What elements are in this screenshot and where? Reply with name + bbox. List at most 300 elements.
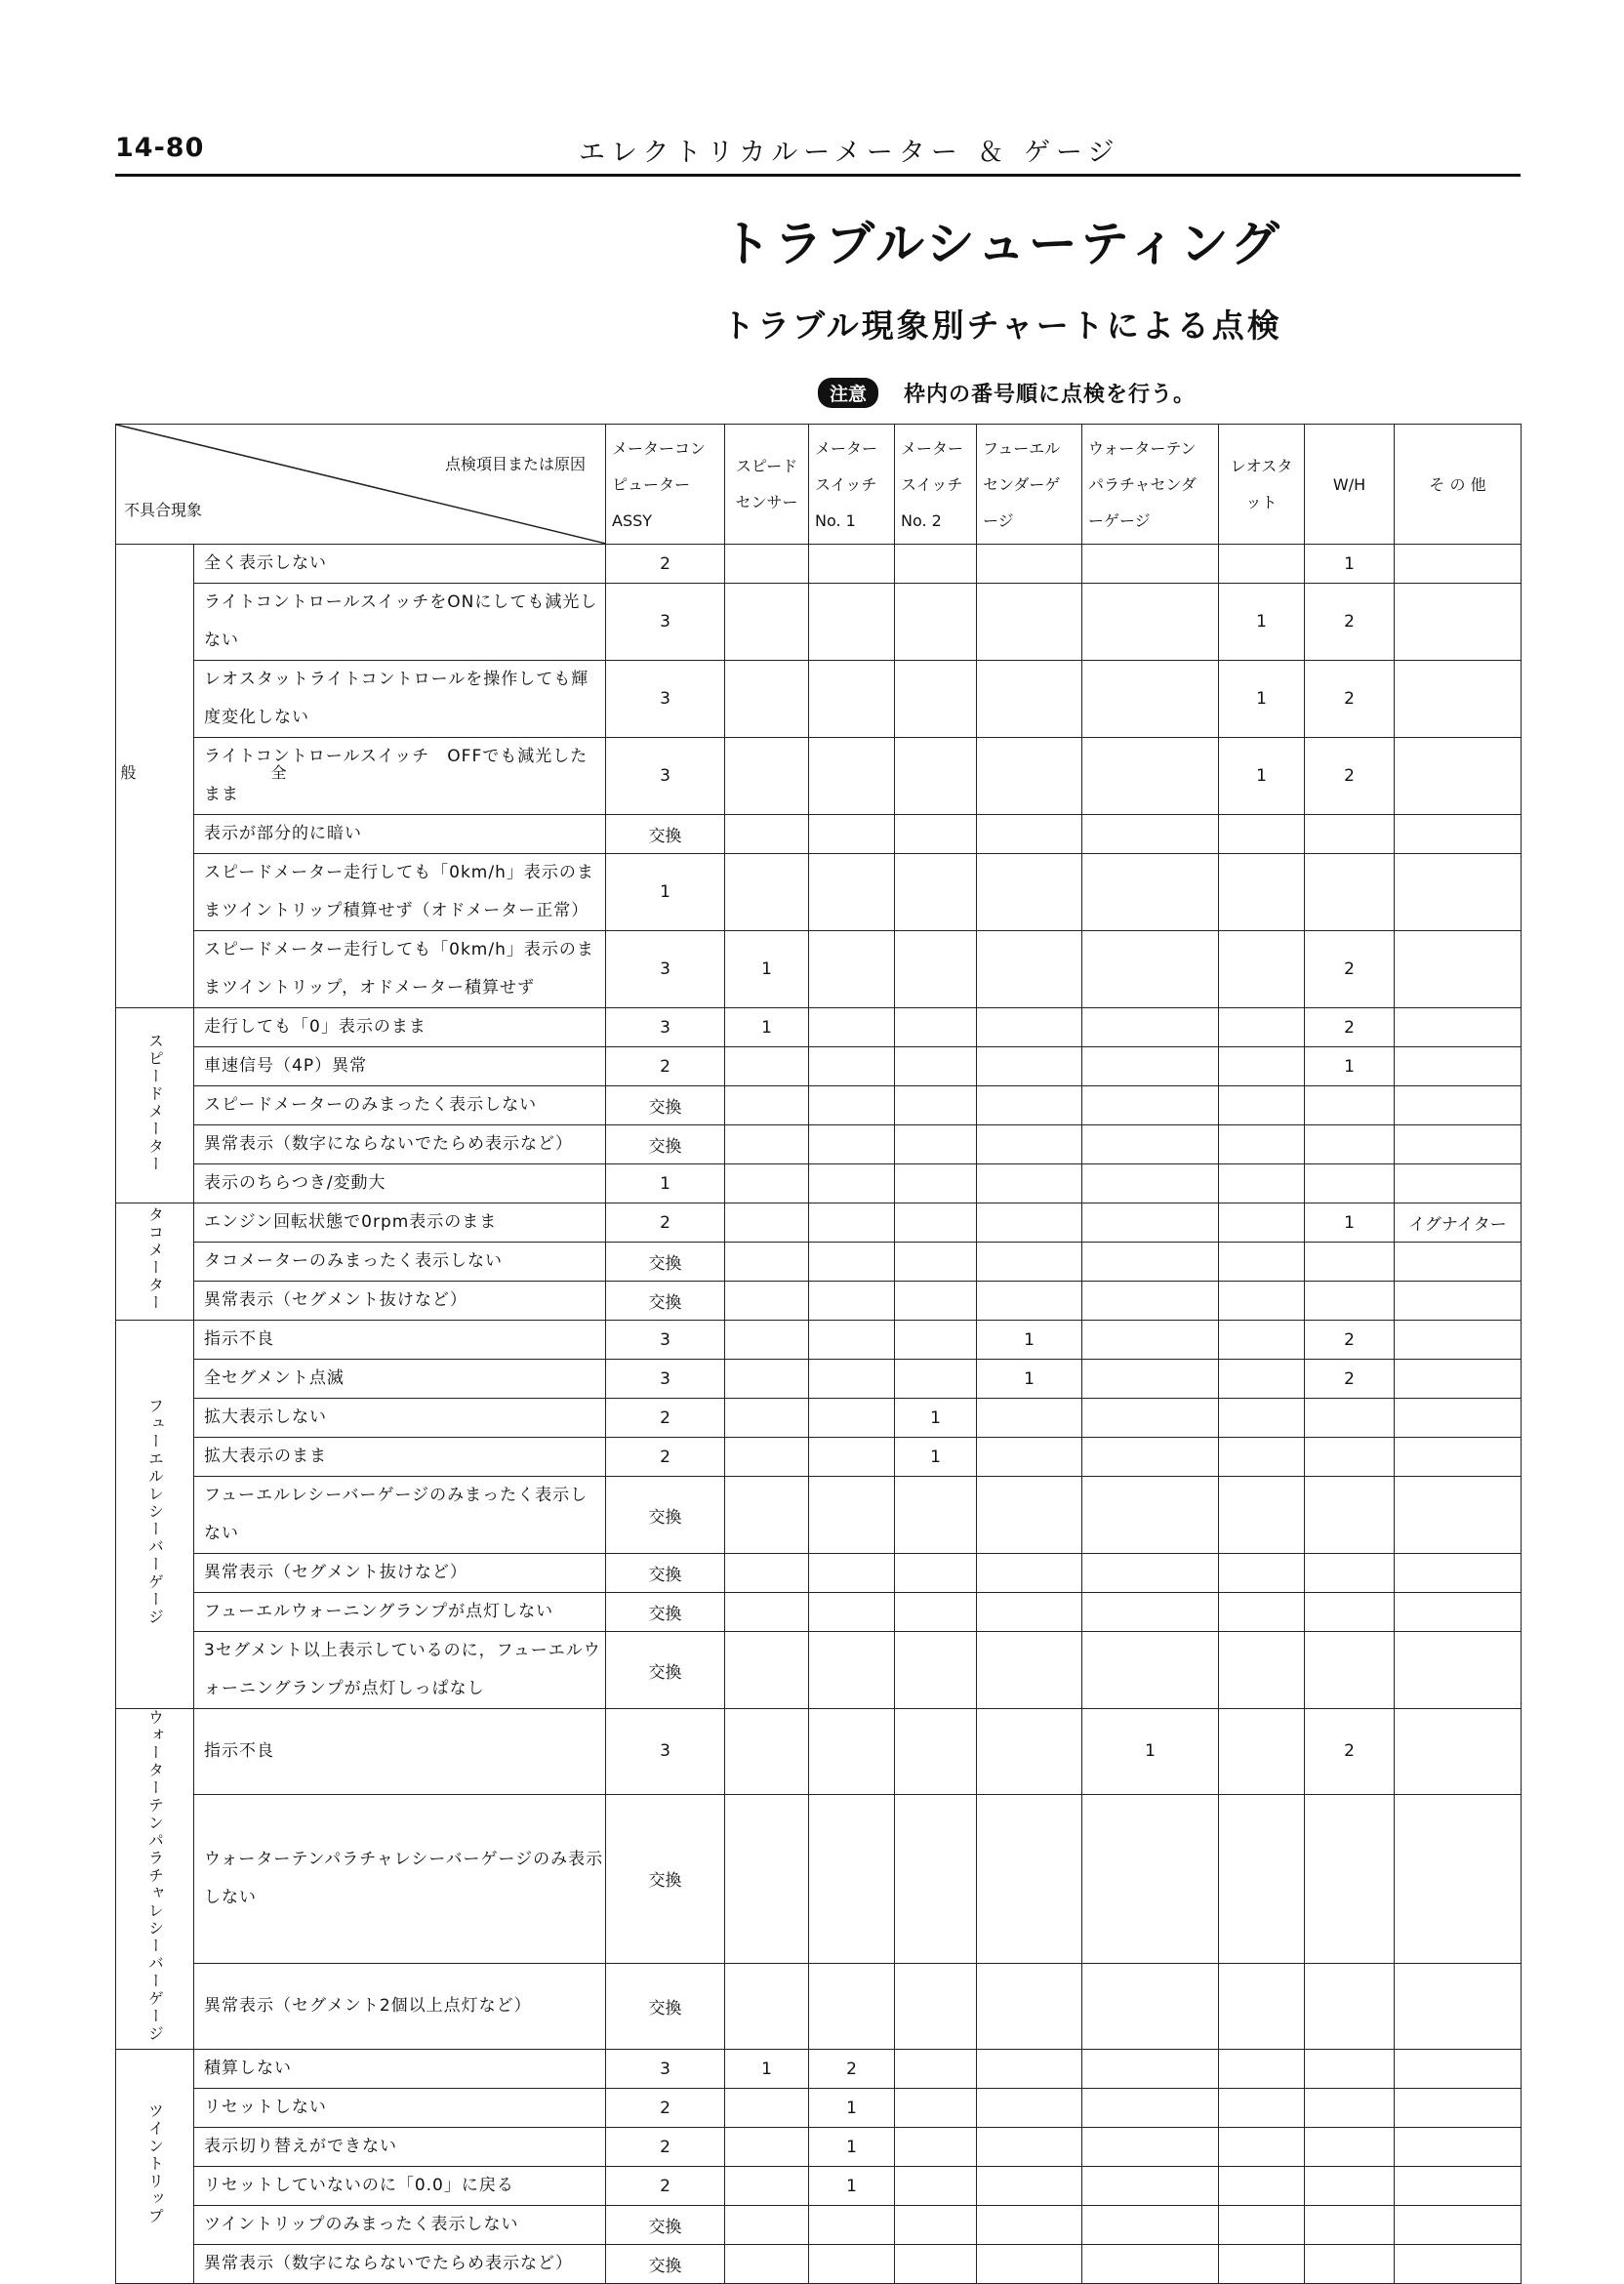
value-cell (725, 661, 809, 738)
value-cell: 1 (606, 854, 725, 931)
value-cell (725, 1125, 809, 1164)
value-cell (725, 1794, 809, 1963)
value-cell (1082, 1125, 1219, 1164)
table-row (116, 1632, 1522, 1709)
value-cell (895, 1593, 977, 1632)
value-cell (895, 1047, 977, 1086)
value-cell (1219, 545, 1305, 584)
category-cell (116, 1321, 194, 1709)
value-cell: 1 (1219, 584, 1305, 661)
value-cell (725, 2167, 809, 2206)
table-row (116, 2206, 1522, 2245)
col-header-other: そ の 他 (1395, 425, 1522, 545)
value-cell (1082, 2167, 1219, 2206)
value-cell (1082, 1964, 1219, 2050)
value-cell (1305, 1477, 1395, 1554)
value-cell (1082, 1008, 1219, 1047)
symptom-cell: 全セグメント点滅 (194, 1360, 606, 1399)
note-text: 枠内の番号順に点検を行う。 (904, 382, 1197, 407)
symptom-cell: 走行しても「0」表示のまま (194, 1008, 606, 1047)
value-cell (1082, 1399, 1219, 1438)
value-cell (895, 815, 977, 854)
value-cell (1219, 1164, 1305, 1203)
category-label: タコメーター (145, 1205, 165, 1312)
value-cell (1082, 2050, 1219, 2089)
value-cell (895, 1203, 977, 1243)
value-cell (1305, 1554, 1395, 1593)
table-row (116, 1593, 1522, 1632)
value-cell (1305, 1125, 1395, 1164)
value-cell (809, 2245, 895, 2284)
value-cell: 1 (809, 2089, 895, 2128)
value-cell (1395, 1008, 1522, 1047)
value-cell: 1 (1305, 1203, 1395, 1243)
value-cell (1395, 1164, 1522, 1203)
value-cell (1305, 1593, 1395, 1632)
value-cell (1082, 738, 1219, 815)
table-row (116, 1203, 1522, 1243)
category-label: スピードメーター (145, 1032, 165, 1173)
symptom-cell: 指示不良 (194, 1321, 606, 1360)
symptom-cell: 異常表示（セグメント2個以上点灯など） (194, 1964, 606, 2050)
value-cell (1395, 545, 1522, 584)
value-cell: 1 (725, 931, 809, 1008)
value-cell (1305, 1243, 1395, 1282)
value-cell (1082, 1554, 1219, 1593)
table-header-row (116, 425, 1522, 545)
value-cell (1082, 1593, 1219, 1632)
symptom-cell: 異常表示（数字にならないでたらめ表示など） (194, 1125, 606, 1164)
note-row (818, 376, 1196, 409)
value-cell: 交換 (606, 1282, 725, 1321)
value-cell (977, 854, 1082, 931)
value-cell: 交換 (606, 1125, 725, 1164)
value-cell (1395, 854, 1522, 931)
value-cell (1395, 1321, 1522, 1360)
value-cell (895, 1632, 977, 1709)
value-cell (725, 1321, 809, 1360)
value-cell: 2 (606, 1399, 725, 1438)
value-cell (895, 1164, 977, 1203)
value-cell (1305, 2128, 1395, 2167)
value-cell (725, 1164, 809, 1203)
value-cell (977, 1554, 1082, 1593)
value-cell (1395, 1360, 1522, 1399)
table-row (116, 1125, 1522, 1164)
value-cell: 1 (977, 1360, 1082, 1399)
symptom-cell: 異常表示（セグメント抜けなど） (194, 1554, 606, 1593)
value-cell (809, 1282, 895, 1321)
value-cell: 交換 (606, 1554, 725, 1593)
value-cell (725, 1360, 809, 1399)
value-cell: 2 (606, 2167, 725, 2206)
value-cell (1219, 1086, 1305, 1125)
value-cell: 1 (1082, 1709, 1219, 1795)
value-cell (1082, 1794, 1219, 1963)
value-cell: 1 (725, 1008, 809, 1047)
value-cell (725, 1438, 809, 1477)
page-header (115, 123, 1521, 177)
value-cell (1219, 2167, 1305, 2206)
page-subtitle: トラブル現象別チャートによる点検 (722, 306, 1282, 345)
value-cell: 3 (606, 1008, 725, 1047)
table-row (116, 1164, 1522, 1203)
value-cell (1082, 931, 1219, 1008)
value-cell (895, 1554, 977, 1593)
value-cell (1305, 2167, 1395, 2206)
value-cell: 1 (725, 2050, 809, 2089)
value-cell (725, 1243, 809, 1282)
value-cell (1305, 1438, 1395, 1477)
note-badge: 注意 (818, 378, 878, 408)
value-cell: 1 (895, 1399, 977, 1438)
value-cell (1395, 2206, 1522, 2245)
value-cell (895, 854, 977, 931)
value-cell (1082, 2089, 1219, 2128)
table-row (116, 1554, 1522, 1593)
value-cell: 3 (606, 1360, 725, 1399)
value-cell: 2 (606, 1203, 725, 1243)
value-cell (1219, 1964, 1305, 2050)
value-cell (895, 661, 977, 738)
value-cell (895, 1794, 977, 1963)
value-cell (809, 1593, 895, 1632)
value-cell: 3 (606, 2050, 725, 2089)
table-body (116, 545, 1522, 2284)
value-cell (977, 1438, 1082, 1477)
value-cell (809, 1964, 895, 2050)
value-cell: 2 (1305, 931, 1395, 1008)
value-cell (977, 2089, 1082, 2128)
value-cell (725, 1709, 809, 1795)
value-cell (895, 1282, 977, 1321)
value-cell (1219, 1794, 1305, 1963)
value-cell: 3 (606, 584, 725, 661)
value-cell (1395, 738, 1522, 815)
category-cell (116, 2050, 194, 2284)
value-cell (1395, 1593, 1522, 1632)
value-cell (1305, 2050, 1395, 2089)
table-row (116, 584, 1522, 661)
value-cell (895, 1321, 977, 1360)
value-cell (1395, 584, 1522, 661)
value-cell: 1 (1219, 661, 1305, 738)
value-cell (1219, 1008, 1305, 1047)
symptom-cell: ライトコントロールスイッチをONにしても減光しない (194, 584, 606, 661)
table-row (116, 1964, 1522, 2050)
value-cell: 3 (606, 1321, 725, 1360)
value-cell (1305, 1399, 1395, 1438)
diagonal-header-cell (116, 425, 606, 545)
value-cell: 2 (1305, 584, 1395, 661)
symptom-cell: スピードメーター走行しても「0km/h」表示のままツイントリップ積算せず（オドメーター正常） (194, 854, 606, 931)
table-row (116, 1086, 1522, 1125)
value-cell (977, 1203, 1082, 1243)
page-title: トラブルシューティング (722, 216, 1282, 272)
value-cell (1395, 661, 1522, 738)
value-cell (1219, 2245, 1305, 2284)
value-cell (1082, 1477, 1219, 1554)
value-cell (1395, 1794, 1522, 1963)
table-row (116, 931, 1522, 1008)
value-cell (809, 1709, 895, 1795)
value-cell (1082, 1321, 1219, 1360)
value-cell (977, 1632, 1082, 1709)
value-cell (725, 1477, 809, 1554)
category-label: フューエルレシーバーゲージ (145, 1397, 165, 1626)
value-cell: 1 (809, 2167, 895, 2206)
value-cell (895, 2089, 977, 2128)
value-cell (1219, 2050, 1305, 2089)
value-cell (809, 1008, 895, 1047)
value-cell (1395, 1243, 1522, 1282)
value-cell: 2 (606, 2128, 725, 2167)
value-cell (1219, 1243, 1305, 1282)
value-cell: 1 (1305, 1047, 1395, 1086)
symptom-cell: ライトコントロールスイッチ OFFでも減光したまま (194, 738, 606, 815)
symptom-cell: 異常表示（セグメント抜けなど） (194, 1282, 606, 1321)
value-cell (895, 2050, 977, 2089)
symptom-cell: スピードメーターのみまったく表示しない (194, 1086, 606, 1125)
value-cell (977, 1593, 1082, 1632)
value-cell (1395, 2167, 1522, 2206)
value-cell (809, 738, 895, 815)
category-label: ウォーターテンパラチャレシーバーゲージ (145, 1709, 165, 2043)
value-cell (1219, 1554, 1305, 1593)
value-cell (1082, 584, 1219, 661)
value-cell (1219, 1282, 1305, 1321)
value-cell (1219, 2089, 1305, 2128)
value-cell (725, 1282, 809, 1321)
value-cell (1219, 1438, 1305, 1477)
value-cell: 2 (606, 2089, 725, 2128)
table-row (116, 545, 1522, 584)
value-cell (1395, 1282, 1522, 1321)
value-cell (1305, 1964, 1395, 2050)
value-cell: イグナイター (1395, 1203, 1522, 1243)
table-row (116, 2167, 1522, 2206)
symptom-cell: レオスタットライトコントロールを操作しても輝度変化しない (194, 661, 606, 738)
value-cell (1082, 1438, 1219, 1477)
value-cell (895, 931, 977, 1008)
table-row (116, 854, 1522, 931)
value-cell (1219, 1632, 1305, 1709)
value-cell (1082, 815, 1219, 854)
symptom-cell: 表示が部分的に暗い (194, 815, 606, 854)
table-row (116, 2245, 1522, 2284)
value-cell (1219, 1125, 1305, 1164)
symptom-cell: 表示切り替えができない (194, 2128, 606, 2167)
value-cell (1082, 1047, 1219, 1086)
col-header-speed-sensor: スピード センサー (725, 425, 809, 545)
col-header-meter-switch-2: メーター スイッチ No. 2 (895, 425, 977, 545)
value-cell: 交換 (606, 1243, 725, 1282)
value-cell: 2 (1305, 1008, 1395, 1047)
value-cell (1082, 545, 1219, 584)
check-item-label: 点検項目または原因 (444, 455, 586, 473)
symptom-cell: 車速信号（4P）異常 (194, 1047, 606, 1086)
symptom-cell: 拡大表示のまま (194, 1438, 606, 1477)
value-cell: 交換 (606, 2206, 725, 2245)
value-cell (809, 584, 895, 661)
value-cell (895, 1008, 977, 1047)
value-cell (977, 1709, 1082, 1795)
value-cell: 交換 (606, 1632, 725, 1709)
value-cell (1219, 1477, 1305, 1554)
value-cell: 2 (606, 1047, 725, 1086)
col-header-rheostat: レオスタ ット (1219, 425, 1305, 545)
value-cell (1219, 815, 1305, 854)
value-cell (895, 738, 977, 815)
value-cell: 1 (895, 1438, 977, 1477)
category-label: ツイントリップ (145, 2101, 165, 2225)
value-cell (725, 584, 809, 661)
value-cell (895, 1125, 977, 1164)
table-row (116, 1477, 1522, 1554)
value-cell (977, 2050, 1082, 2089)
value-cell (1395, 1632, 1522, 1709)
value-cell: 2 (1305, 1321, 1395, 1360)
value-cell: 2 (809, 2050, 895, 2089)
symptom-cell: 拡大表示しない (194, 1399, 606, 1438)
value-cell (1082, 2206, 1219, 2245)
value-cell (895, 2206, 977, 2245)
value-cell: 1 (1219, 738, 1305, 815)
category-cell (116, 1203, 194, 1321)
value-cell (1305, 2245, 1395, 2284)
value-cell (895, 1243, 977, 1282)
value-cell (809, 1477, 895, 1554)
value-cell (977, 1282, 1082, 1321)
value-cell (895, 2167, 977, 2206)
table-row (116, 1243, 1522, 1282)
value-cell (895, 2245, 977, 2284)
symptom-cell: リセットしていないのに「0.0」に戻る (194, 2167, 606, 2206)
value-cell (1395, 1086, 1522, 1125)
value-cell (1082, 1243, 1219, 1282)
value-cell (1219, 2128, 1305, 2167)
value-cell (1395, 931, 1522, 1008)
symptom-cell: ツイントリップのみまったく表示しない (194, 2206, 606, 2245)
table-row (116, 1438, 1522, 1477)
value-cell (725, 2089, 809, 2128)
value-cell: 交換 (606, 2245, 725, 2284)
value-cell (1305, 1086, 1395, 1125)
value-cell (977, 545, 1082, 584)
value-cell (1082, 661, 1219, 738)
value-cell (895, 2128, 977, 2167)
col-header-wh: W/H (1305, 425, 1395, 545)
value-cell (809, 1047, 895, 1086)
value-cell (1395, 1125, 1522, 1164)
value-cell (1219, 1047, 1305, 1086)
value-cell (1305, 815, 1395, 854)
value-cell: 2 (1305, 1360, 1395, 1399)
value-cell: 3 (606, 931, 725, 1008)
value-cell (1082, 1086, 1219, 1125)
value-cell (895, 584, 977, 661)
value-cell (809, 1203, 895, 1243)
value-cell (1219, 1709, 1305, 1795)
value-cell (1305, 2206, 1395, 2245)
page-number: 14-80 (115, 133, 205, 163)
value-cell: 交換 (606, 1477, 725, 1554)
value-cell (977, 738, 1082, 815)
symptom-cell: タコメーターのみまったく表示しない (194, 1243, 606, 1282)
symptom-cell: 表示のちらつき/変動大 (194, 1164, 606, 1203)
table-row (116, 1709, 1522, 1795)
symptom-cell: 指示不良 (194, 1709, 606, 1795)
value-cell (1219, 1360, 1305, 1399)
category-cell (116, 1709, 194, 2050)
value-cell: 交換 (606, 1794, 725, 1963)
value-cell (895, 1709, 977, 1795)
value-cell: 交換 (606, 1593, 725, 1632)
symptom-label: 不具合現象 (124, 501, 203, 519)
value-cell (725, 815, 809, 854)
value-cell: 1 (977, 1321, 1082, 1360)
value-cell (809, 1399, 895, 1438)
value-cell (725, 2206, 809, 2245)
table-row (116, 1047, 1522, 1086)
value-cell: 2 (1305, 661, 1395, 738)
table-row (116, 1399, 1522, 1438)
value-cell: 1 (809, 2128, 895, 2167)
value-cell: 3 (606, 738, 725, 815)
value-cell (1395, 2050, 1522, 2089)
value-cell (725, 1086, 809, 1125)
value-cell (809, 1243, 895, 1282)
col-header-meter-computer: メーターコン ピューター ASSY (606, 425, 725, 545)
table-row (116, 1282, 1522, 1321)
symptom-cell: スピードメーター走行しても「0km/h」表示のままツイントリップ，オドメーター積算せず (194, 931, 606, 1008)
value-cell (1305, 1794, 1395, 1963)
value-cell (809, 1086, 895, 1125)
value-cell (1305, 2089, 1395, 2128)
value-cell (977, 1477, 1082, 1554)
value-cell (977, 1125, 1082, 1164)
value-cell (1082, 1632, 1219, 1709)
value-cell (725, 2128, 809, 2167)
value-cell (1082, 1360, 1219, 1399)
table-row (116, 815, 1522, 854)
symptom-cell: リセットしない (194, 2089, 606, 2128)
value-cell (1219, 2206, 1305, 2245)
value-cell (977, 2167, 1082, 2206)
value-cell (895, 1360, 977, 1399)
value-cell: 交換 (606, 815, 725, 854)
value-cell (1219, 1321, 1305, 1360)
value-cell (725, 1632, 809, 1709)
value-cell (809, 815, 895, 854)
value-cell (809, 2206, 895, 2245)
value-cell (977, 1399, 1082, 1438)
value-cell (1395, 1709, 1522, 1795)
value-cell: 3 (606, 1709, 725, 1795)
category-cell (116, 1008, 194, 1203)
value-cell (977, 1964, 1082, 2050)
value-cell (1082, 1203, 1219, 1243)
value-cell (977, 2245, 1082, 2284)
value-cell (977, 2206, 1082, 2245)
value-cell (1395, 2089, 1522, 2128)
value-cell (1082, 2245, 1219, 2284)
value-cell (1219, 1593, 1305, 1632)
symptom-cell: 異常表示（数字にならないでたらめ表示など） (194, 2245, 606, 2284)
value-cell (977, 1794, 1082, 1963)
value-cell: 2 (1305, 1709, 1395, 1795)
value-cell (1395, 2128, 1522, 2167)
